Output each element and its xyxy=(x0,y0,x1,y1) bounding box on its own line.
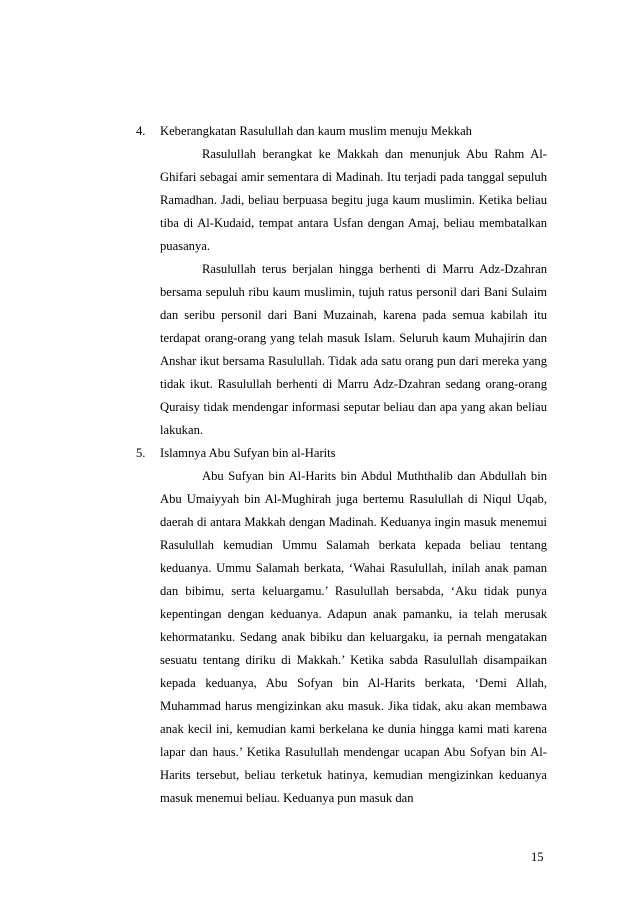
section-heading xyxy=(136,442,547,465)
paragraph: Abu Sufyan bin Al-Harits bin Abdul Muththalib dan Abdullah bin Abu Umaiyyah bin Al-Mughirah juga bertemu Rasulullah di Niqul Uqab, daerah di antara Makkah dengan Madinah. Keduanya ingin masuk menemui Rasulullah kemudian Ummu Salamah berkata kepada beliau tentang keduanya. Ummu Salamah berkata, ‘Wahai Rasulullah, inilah anak paman dan bibimu, serta keluargamu.’ Rasulullah bersabda, ‘Aku tidak punya kepentingan dengan keduanya. Adapun anak pamanku, ia telah merusak kehormatanku. Sedang anak bibiku dan keluargaku, ia pernah mengatakan sesuatu tentang diriku di Makkah.’ Ketika sabda Rasulullah disampaikan kepada keduanya, Abu Sofyan bin Al-Harits berkata, ‘Demi Allah, Muhammad harus mengizinkan aku masuk. Jika tidak, aku akan membawa anak kecil ini, kemudian kami berkelana ke dunia hingga kami mati karena lapar dan haus.’ Ketika Rasulullah mendengar ucapan Abu Sofyan bin Al-Harits tersebut, beliau terketuk hatinya, kemudian mengizinkan keduanya masuk menemui beliau. Keduanya pun masuk dan xyxy=(160,469,547,805)
section-4 xyxy=(136,120,547,442)
section-title: Islamnya Abu Sufyan bin al-Harits xyxy=(160,446,336,460)
section-number: 4. xyxy=(136,124,146,138)
page-number: 15 xyxy=(531,850,544,864)
section-title: Keberangkatan Rasulullah dan kaum muslim menuju Mekkah xyxy=(160,124,472,138)
paragraph: Rasulullah berangkat ke Makkah dan menunjuk Abu Rahm Al-Ghifari sebagai amir sementara di Madinah. Itu terjadi pada tanggal sepuluh Ramadhan. Jadi, beliau berpuasa begitu juga kaum muslimin. Ketika beliau tiba di Al-Kudaid, tempat antara Usfan dengan Amaj, beliau membatalkan puasanya. xyxy=(160,147,547,253)
page-body xyxy=(136,120,547,810)
section-number: 5. xyxy=(136,446,146,460)
paragraph: Rasulullah terus berjalan hingga berhenti di Marru Adz-Dzahran bersama sepuluh ribu kaum muslimin, tujuh ratus personil dari Bani Sulaim dan seribu personil dari Bani Muzainah, karena pada semua kabilah itu terdapat orang-orang yang telah masuk Islam. Seluruh kaum Muhajirin dan Anshar ikut bersama Rasulullah. Tidak ada satu orang pun dari mereka yang tidak ikut. Rasulullah berhenti di Marru Adz-Dzahran sedang orang-orang Quraisy tidak mendengar informasi seputar beliau dan apa yang akan beliau lakukan. xyxy=(160,262,547,437)
section-heading xyxy=(136,120,547,143)
section-5 xyxy=(136,442,547,810)
